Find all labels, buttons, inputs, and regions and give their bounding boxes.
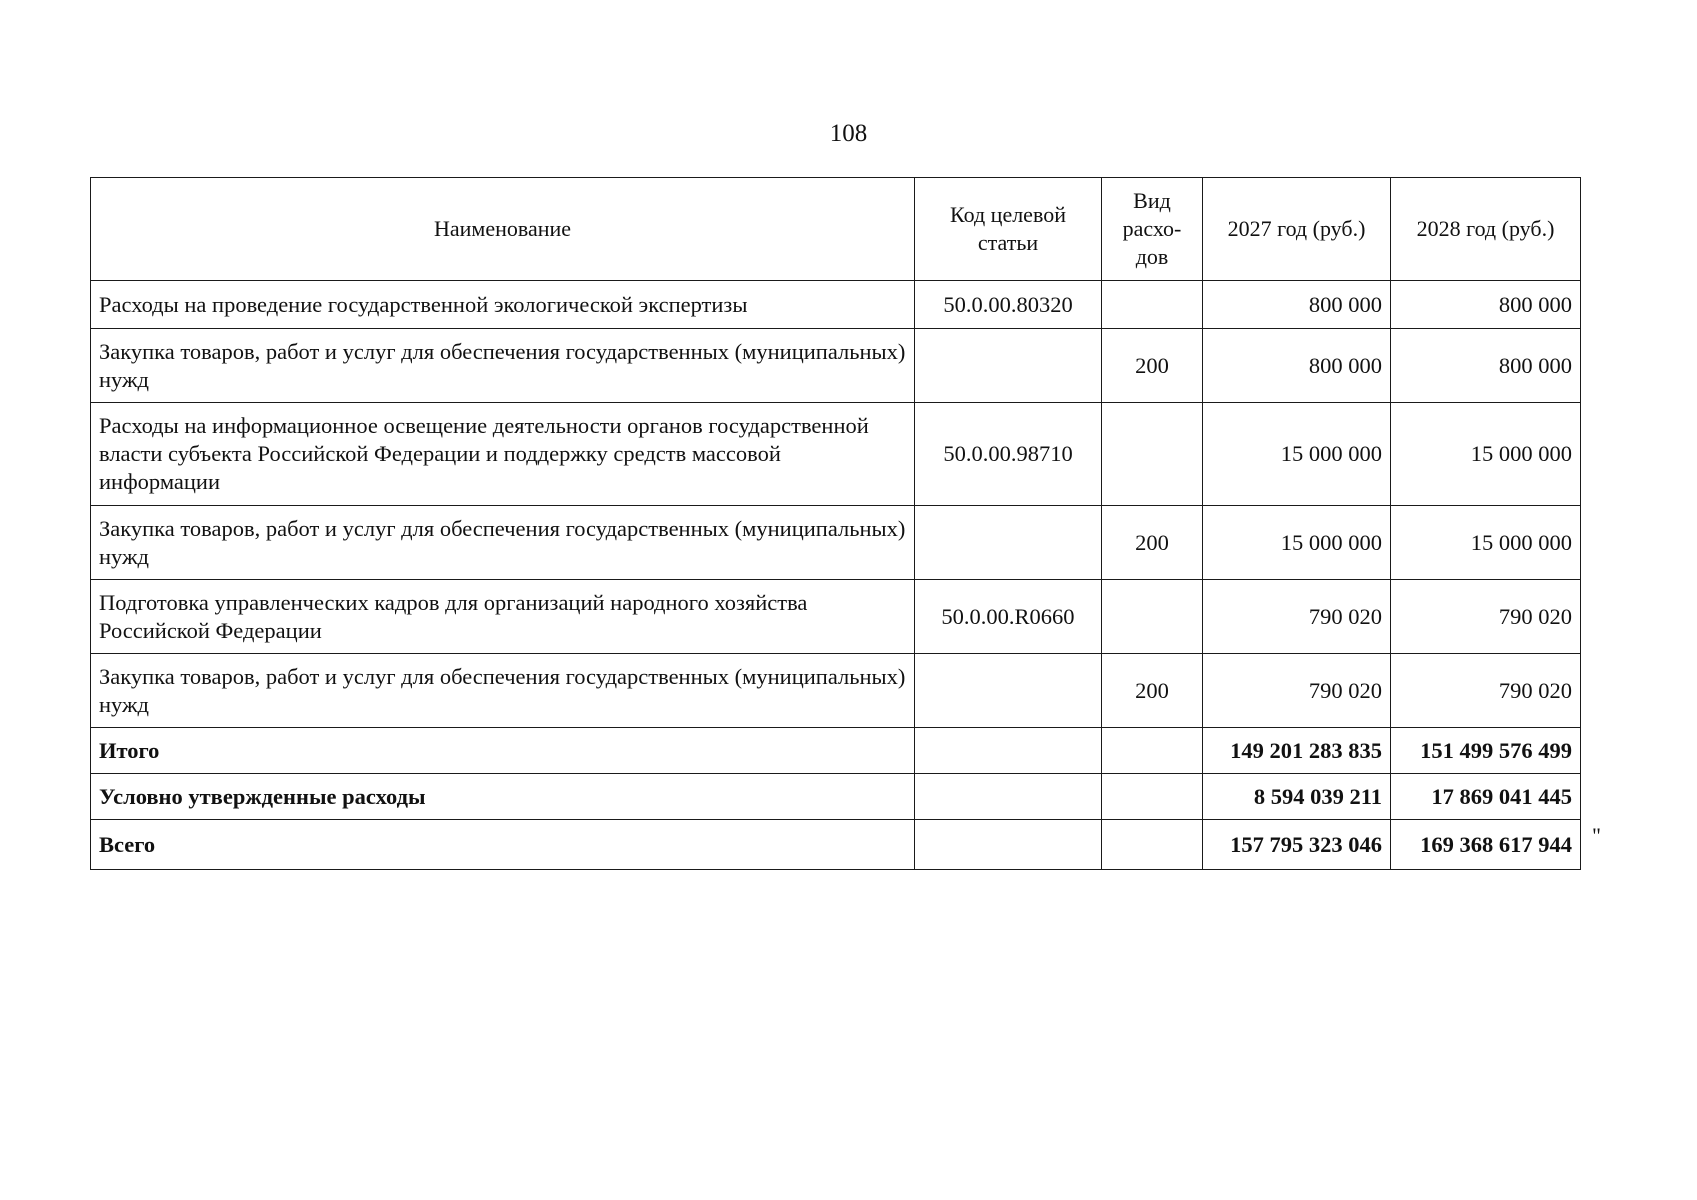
total-code [915,774,1102,820]
row-value-2028: 800 000 [1391,281,1581,329]
total-row-itogo [91,728,1581,774]
row-name: Закупка товаров, работ и услуг для обеспечения государственных (муниципальных) нужд [91,506,915,580]
total-kind [1102,774,1203,820]
row-code [915,329,1102,403]
row-value-2027: 15 000 000 [1203,506,1391,580]
total-code [915,728,1102,774]
row-value-2027: 15 000 000 [1203,403,1391,506]
row-code: 50.0.00.R0660 [915,580,1102,654]
row-name: Закупка товаров, работ и услуг для обеспечения государственных (муниципальных) нужд [91,654,915,728]
total-value-2028: 17 869 041 445 [1391,774,1581,820]
row-name: Расходы на проведение государственной экологической экспертизы [91,281,915,329]
total-value-2027: 157 795 323 046 [1203,820,1391,870]
row-value-2027: 790 020 [1203,654,1391,728]
row-value-2028: 790 020 [1391,580,1581,654]
row-code: 50.0.00.80320 [915,281,1102,329]
header-name: Наименование [91,178,915,281]
table-header-row [91,178,1581,281]
total-label: Условно утвержденные расходы [91,774,915,820]
row-name: Закупка товаров, работ и услуг для обеспечения государственных (муниципальных) нужд [91,329,915,403]
total-row-vsego [91,820,1581,870]
table-row [91,281,1581,329]
header-year-2027: 2027 год (руб.) [1203,178,1391,281]
table-row [91,654,1581,728]
table-row [91,506,1581,580]
row-value-2027: 800 000 [1203,281,1391,329]
row-name: Подготовка управленческих кадров для организаций народного хозяйства Российской Федерации [91,580,915,654]
total-value-2027: 8 594 039 211 [1203,774,1391,820]
total-value-2028: 151 499 576 499 [1391,728,1581,774]
row-kind [1102,281,1203,329]
row-code [915,506,1102,580]
row-value-2028: 790 020 [1391,654,1581,728]
closing-quote-mark: " [1592,823,1601,848]
row-kind: 200 [1102,329,1203,403]
total-label: Итого [91,728,915,774]
header-code: Код целевой статьи [915,178,1102,281]
row-code [915,654,1102,728]
total-kind [1102,728,1203,774]
total-label: Всего [91,820,915,870]
table-row [91,403,1581,506]
row-value-2028: 15 000 000 [1391,506,1581,580]
row-value-2027: 800 000 [1203,329,1391,403]
row-kind [1102,580,1203,654]
budget-table [90,177,1581,870]
total-code [915,820,1102,870]
row-name: Расходы на информационное освещение деятельности органов государственной власти субъекта Российской Федерации и поддержку средств массовой информации [91,403,915,506]
header-kind: Вид расхо-дов [1102,178,1203,281]
total-value-2027: 149 201 283 835 [1203,728,1391,774]
row-kind: 200 [1102,654,1203,728]
row-code: 50.0.00.98710 [915,403,1102,506]
row-value-2027: 790 020 [1203,580,1391,654]
row-value-2028: 15 000 000 [1391,403,1581,506]
table-row [91,580,1581,654]
row-value-2028: 800 000 [1391,329,1581,403]
table-row [91,329,1581,403]
total-row-conditional [91,774,1581,820]
total-kind [1102,820,1203,870]
total-value-2028: 169 368 617 944 [1391,820,1581,870]
row-kind [1102,403,1203,506]
row-kind: 200 [1102,506,1203,580]
page-number: 108 [829,120,868,147]
header-year-2028: 2028 год (руб.) [1391,178,1581,281]
